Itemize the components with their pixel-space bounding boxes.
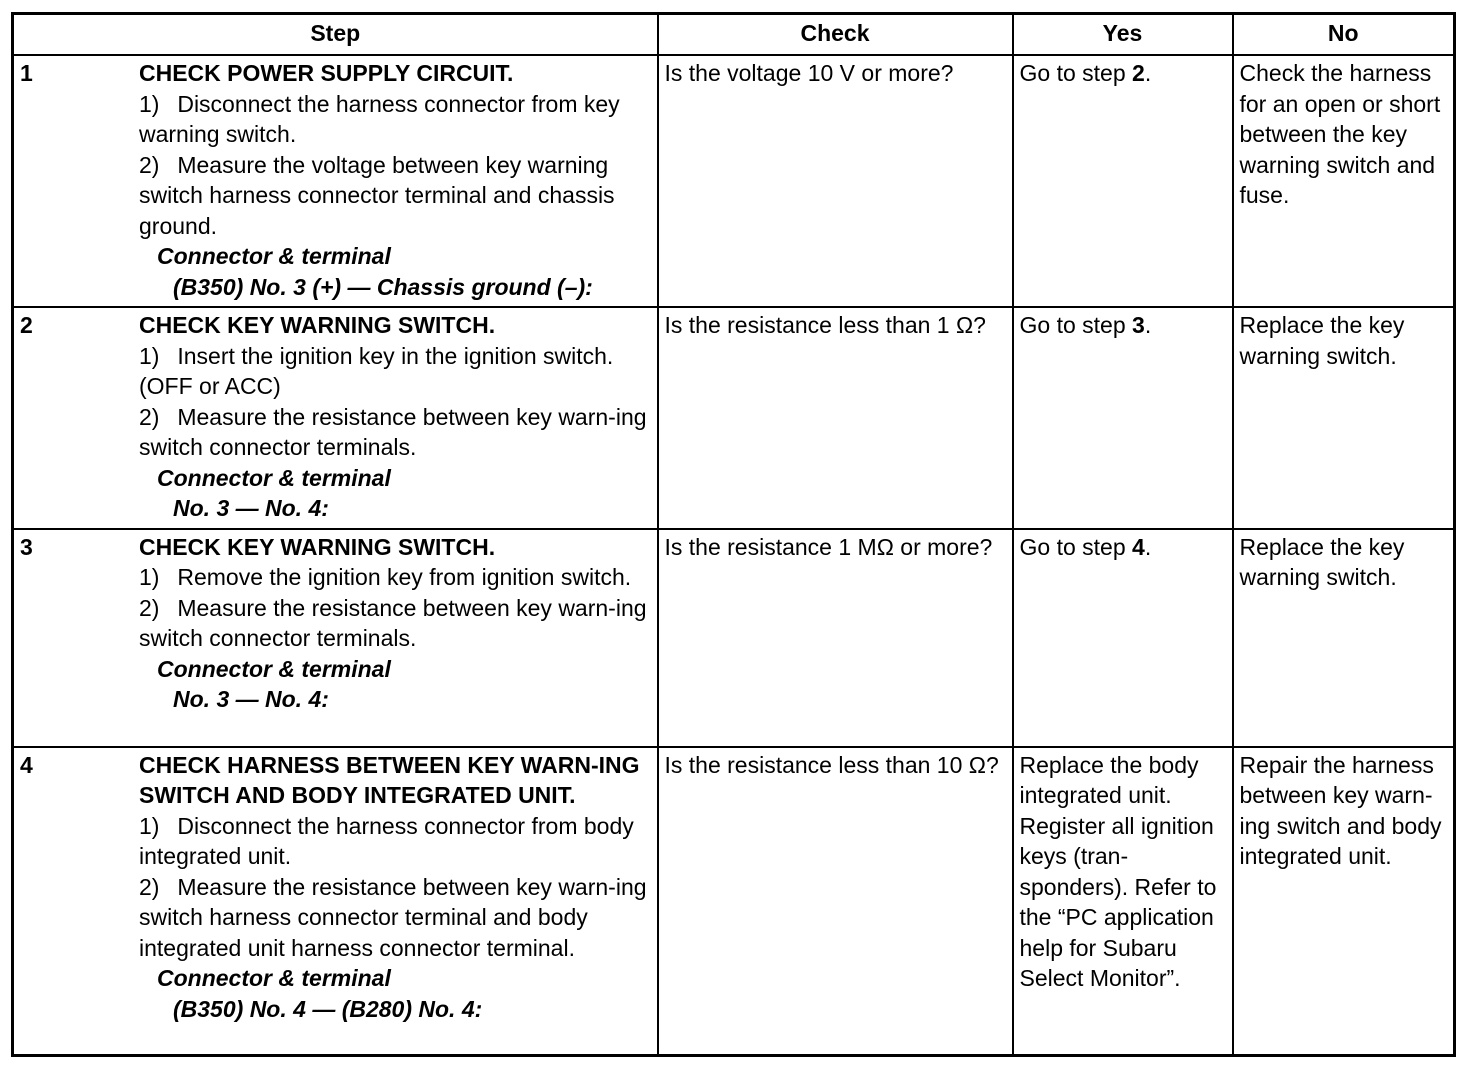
step-instruction-2: 2) Measure the resistance between key warn-ing switch connector terminals. (139, 403, 647, 460)
step-number: 3 (20, 533, 33, 560)
no-cell: Repair the harness between key warn-ing switch and body integrated unit. (1233, 747, 1455, 1056)
yes-text: Go to step (1019, 60, 1133, 86)
step-cell (13, 747, 658, 1056)
step-title: CHECK KEY WARNING SWITCH. (139, 533, 496, 560)
diagnostic-table (11, 12, 1456, 1057)
check-cell: Is the resistance less than 10 Ω? (658, 747, 1013, 1056)
yes-cell: Go to step 4. (1013, 529, 1233, 747)
check-cell: Is the resistance 1 MΩ or more? (658, 529, 1013, 747)
step-instruction-1: 1) Insert the ignition key in the ignition switch. (OFF or ACC) (139, 342, 614, 399)
step-instruction-1: 1) Disconnect the harness connector from key warning switch. (139, 90, 620, 147)
check-cell: Is the resistance less than 1 Ω? (658, 307, 1013, 529)
table-row (13, 55, 1455, 307)
step-instruction-1: 1) Remove the ignition key from ignition switch. (139, 564, 632, 590)
yes-step-ref: 2 (1132, 60, 1145, 86)
connector-label: Connector & terminal (157, 464, 391, 491)
step-instruction-2: 2) Measure the voltage between key warning switch harness connector terminal and chassis ground. (139, 151, 615, 239)
step-number: 4 (20, 751, 33, 778)
yes-step-ref: 4 (1132, 533, 1145, 560)
step-title: CHECK HARNESS BETWEEN KEY WARN-ING SWITCH AND BODY INTEGRATED UNIT. (139, 751, 640, 808)
connector-value: No. 3 — No. 4: (173, 495, 329, 521)
header-check: Check (658, 14, 1013, 56)
yes-cell: Go to step 2. (1013, 55, 1233, 307)
connector-value: (B350) No. 3 (+) — Chassis ground (–): (173, 273, 593, 300)
header-step: Step (13, 14, 658, 56)
step-title: CHECK KEY WARNING SWITCH. (139, 312, 496, 338)
step-number: 1 (20, 60, 33, 86)
step-instruction-1: 1) Disconnect the harness connector from body integrated unit. (139, 812, 634, 869)
table-row (13, 529, 1455, 747)
header-no: No (1233, 14, 1455, 56)
table-row (13, 307, 1455, 529)
connector-label: Connector & terminal (157, 655, 391, 682)
step-title: CHECK POWER SUPPLY CIRCUIT. (139, 60, 514, 86)
connector-label: Connector & terminal (157, 243, 391, 269)
check-cell: Is the voltage 10 V or more? (658, 55, 1013, 307)
header-yes: Yes (1013, 14, 1233, 56)
yes-step-ref: 3 (1132, 312, 1145, 338)
table-row (13, 747, 1455, 1056)
step-instruction-2: 2) Measure the resistance between key warn-ing switch harness connector terminal and body integrated unit harness connector terminal. (139, 873, 647, 961)
connector-value: (B350) No. 4 — (B280) No. 4: (173, 995, 483, 1022)
step-cell (13, 55, 658, 307)
connector-value: No. 3 — No. 4: (173, 686, 329, 712)
yes-text: Go to step (1019, 533, 1133, 560)
connector-label: Connector & terminal (157, 965, 391, 991)
yes-cell: Go to step 3. (1013, 307, 1233, 529)
step-instruction-2: 2) Measure the resistance between key warn-ing switch connector terminals. (139, 594, 647, 651)
yes-cell: Replace the body integrated unit. Register all ignition keys (tran-sponders). Refer to the “PC application help for Subaru Select Monitor”. (1013, 747, 1233, 1056)
no-cell: Replace the key warning switch. (1233, 529, 1455, 747)
step-cell (13, 529, 658, 747)
table-header-row (13, 14, 1455, 56)
no-cell: Check the harness for an open or short between the key warning switch and fuse. (1233, 55, 1455, 307)
step-cell (13, 307, 658, 529)
yes-text: Go to step (1019, 312, 1133, 338)
step-number: 2 (20, 312, 33, 338)
no-cell: Replace the key warning switch. (1233, 307, 1455, 529)
